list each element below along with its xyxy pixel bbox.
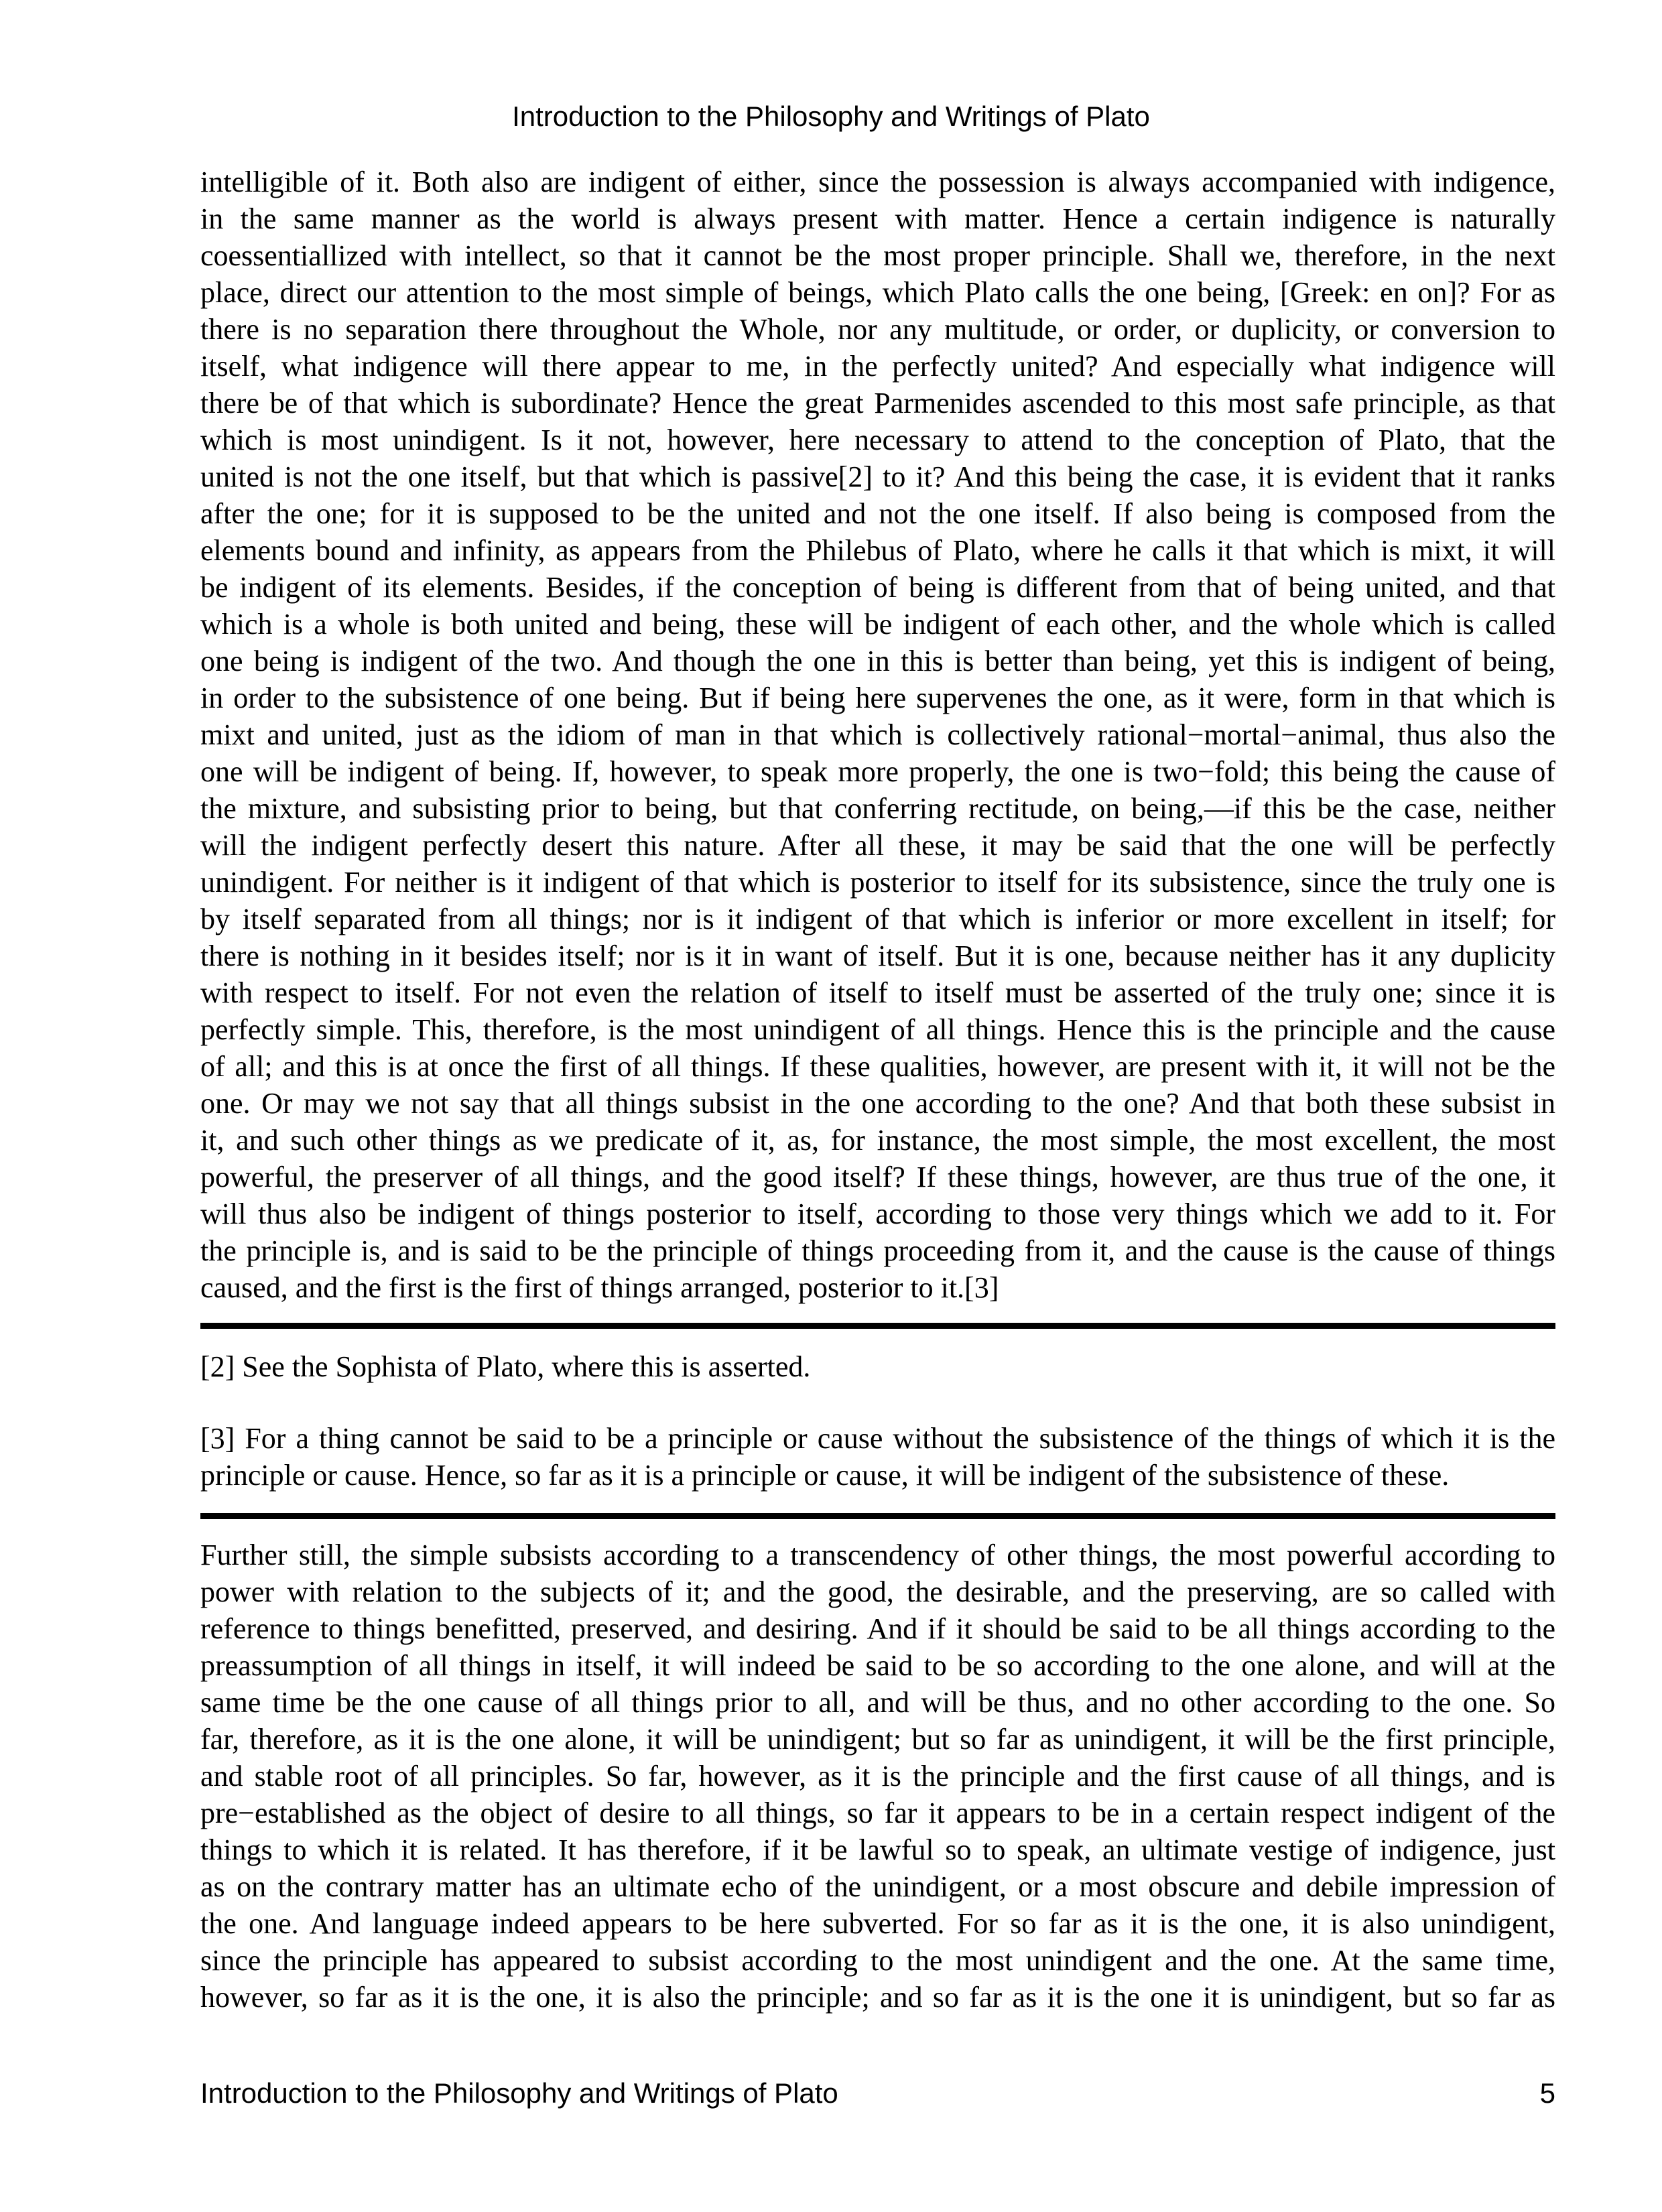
text-line: of all; and this is at once the first of all things. If these qualities, however, are present with it, it will not be the	[200, 1050, 1555, 1083]
text-line: intelligible of it. Both also are indigent of either, since the possession is always accompanied with indigence,	[200, 166, 1555, 198]
text-line: which is a whole is both united and being, these will be indigent of each other, and the whole which is called	[200, 608, 1555, 641]
text-line: preassumption of all things in itself, it will indeed be said to be so according to the one alone, and will at the	[200, 1649, 1555, 1682]
text-line: things to which it is related. It has therefore, if it be lawful so to speak, an ultimate vestige of indigence, just	[200, 1833, 1555, 1866]
text-line: the mixture, and subsisting prior to being, but that conferring rectitude, on being,—if this be the case, neither	[200, 792, 1555, 825]
footnote-2	[200, 1348, 1555, 1385]
text-line: far, therefore, as it is the one alone, it will be unindigent; but so far as unindigent, it will be the first principle,	[200, 1723, 1555, 1756]
text-line: [2] See the Sophista of Plato, where this is asserted.	[200, 1350, 811, 1383]
text-line: unindigent. For neither is it indigent of that which is posterior to itself for its subsistence, since the truly one is	[200, 866, 1555, 899]
main-text-block	[200, 164, 1555, 1306]
text-line: caused, and the first is the first of things arranged, posterior to it.[3]	[200, 1271, 999, 1304]
continued-text-block	[200, 1537, 1555, 2016]
text-line: will the indigent perfectly desert this nature. After all these, it may be said that the one will be perfectly	[200, 829, 1555, 862]
page-footer	[200, 2077, 1555, 2109]
footnote-3	[200, 1420, 1555, 1494]
text-line: as on the contrary matter has an ultimate echo of the unindigent, or a most obscure and debile impression of	[200, 1870, 1555, 1903]
text-line: Further still, the simple subsists according to a transcendency of other things, the most powerful according to	[200, 1539, 1555, 1571]
footnote-divider-top	[200, 1323, 1555, 1329]
text-line: and stable root of all principles. So far, however, as it is the principle and the first cause of all things, and is	[200, 1760, 1555, 1793]
text-line: [3] For a thing cannot be said to be a principle or cause without the subsistence of the things of which it is the	[200, 1422, 1555, 1455]
text-line: one being is indigent of the two. And though the one in this is better than being, yet this is indigent of being,	[200, 645, 1555, 677]
text-line: after the one; for it is supposed to be the united and not the one itself. If also being is composed from the	[200, 497, 1555, 530]
text-line: the principle is, and is said to be the principle of things proceeding from it, and the cause is the cause of things	[200, 1234, 1555, 1267]
text-line: coessentiallized with intellect, so that it cannot be the most proper principle. Shall we, therefore, in the next	[200, 239, 1555, 272]
text-line: perfectly simple. This, therefore, is the most unindigent of all things. Hence this is the principle and the cause	[200, 1013, 1555, 1046]
text-line: same time be the one cause of all things prior to all, and will be thus, and no other according to the one. So	[200, 1686, 1555, 1719]
text-line: by itself separated from all things; nor is it indigent of that which is inferior or more excellent in itself; for	[200, 903, 1555, 935]
text-line: the one. And language indeed appears to be here subverted. For so far as it is the one, it is also unindigent,	[200, 1907, 1555, 1940]
footer-title: Introduction to the Philosophy and Writings of Plato	[200, 2077, 838, 2109]
page-number: 5	[1539, 2077, 1555, 2109]
text-line: itself, what indigence will there appear to me, in the perfectly united? And especially what indigence will	[200, 350, 1555, 383]
text-line: powerful, the preserver of all things, and the good itself? If these things, however, are thus true of the one, it	[200, 1161, 1555, 1193]
text-line: in order to the subsistence of one being. But if being here supervenes the one, as it were, form in that which is	[200, 681, 1555, 714]
footnote-divider-bottom	[200, 1513, 1555, 1519]
text-line: with respect to itself. For not even the relation of itself to itself must be asserted of the truly one; since it is	[200, 976, 1555, 1009]
text-line: elements bound and infinity, as appears from the Philebus of Plato, where he calls it that which is mixt, it will	[200, 534, 1555, 567]
text-line: there is no separation there throughout the Whole, nor any multitude, or order, or duplicity, or conversion to	[200, 313, 1555, 346]
text-line: place, direct our attention to the most simple of beings, which Plato calls the one being, [Greek: en on]? For as	[200, 276, 1555, 309]
text-line: mixt and united, just as the idiom of man in that which is collectively rational−mortal−animal, thus also the	[200, 718, 1555, 751]
text-line: will thus also be indigent of things posterior to itself, according to those very things which we add to it. For	[200, 1197, 1555, 1230]
text-line: it, and such other things as we predicate of it, as, for instance, the most simple, the most excellent, the most	[200, 1124, 1555, 1157]
text-line: there be of that which is subordinate? Hence the great Parmenides ascended to this most safe principle, as that	[200, 387, 1555, 419]
text-line: one will be indigent of being. If, however, to speak more properly, the one is two−fold; this being the cause of	[200, 755, 1555, 788]
text-line: since the principle has appeared to subsist according to the most unindigent and the one. At the same time,	[200, 1944, 1555, 1977]
text-line: reference to things benefitted, preserved, and desiring. And if it should be said to be all things according to the	[200, 1612, 1555, 1645]
text-line: which is most unindigent. Is it not, however, here necessary to attend to the conception of Plato, that the	[200, 424, 1555, 456]
text-line: however, so far as it is the one, it is also the principle; and so far as it is the one it is unindigent, but so far as	[200, 1981, 1555, 2014]
text-line: united is not the one itself, but that which is passive[2] to it? And this being the case, it is evident that it ranks	[200, 460, 1555, 493]
text-line: pre−established as the object of desire to all things, so far it appears to be in a certain respect indigent of the	[200, 1797, 1555, 1829]
text-line: principle or cause. Hence, so far as it is a principle or cause, it will be indigent of the subsistence of these.	[200, 1459, 1450, 1492]
text-line: there is nothing in it besides itself; nor is it in want of itself. But it is one, because neither has it any duplicity	[200, 939, 1555, 972]
text-line: be indigent of its elements. Besides, if the conception of being is different from that of being united, and that	[200, 571, 1555, 604]
text-line: in the same manner as the world is always present with matter. Hence a certain indigence is naturally	[200, 202, 1555, 235]
text-line: power with relation to the subjects of it; and the good, the desirable, and the preserving, are so called with	[200, 1575, 1555, 1608]
text-line: one. Or may we not say that all things subsist in the one according to the one? And that both these subsist in	[200, 1087, 1555, 1120]
running-header: Introduction to the Philosophy and Writings of Plato	[512, 101, 1150, 132]
